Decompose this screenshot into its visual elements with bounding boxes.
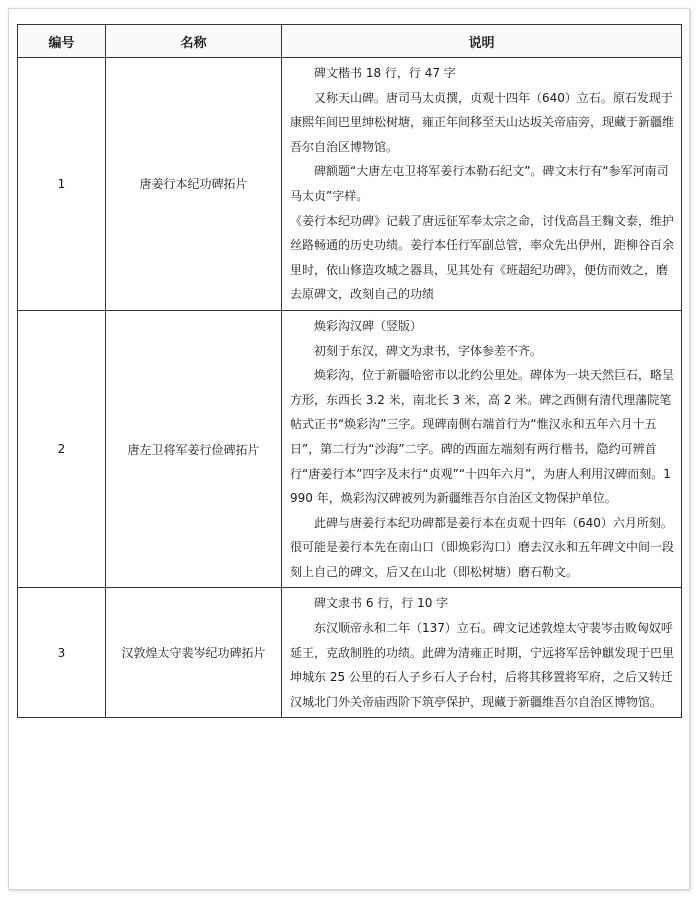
description-paragraph: 又称天山碑。唐司马太贞撰，贞观十四年（640）立石。原石发现于康熙年间巴里绅松树塘，雍正年间移至天山达坂关帝庙旁，现藏于新疆维吾尔自治区博物馆。 xyxy=(290,90,675,154)
table-row xyxy=(18,58,682,311)
description-paragraph: 焕彩沟，位于新疆哈密市以北约公里处。碑体为一块天然巨石，略呈方形，东西长 3.2 米，南北长 3 米，高 2 米。碑之西侧有清代理藩院笔帖式正书“焕彩沟”三字。现碑南侧右端首行为“惟汉永和五年六月十五日”，第二行为“沙海”二字。碑的西面左端刻有两行楷书，隐约可辨首行“唐姜行本”四字及末行“贞观”“十四年六月”，为唐人利用汉碑而刻。1990 年，焕彩沟汉碑被列为新疆维吾尔自治区文物保护单位。 xyxy=(290,368,675,506)
table-body xyxy=(18,58,682,718)
row-description xyxy=(282,588,682,718)
table-row xyxy=(18,310,682,588)
description-paragraph: 初刻于东汉，碑文为隶书，字体参差不齐。 xyxy=(314,343,543,358)
row-description xyxy=(282,310,682,588)
document-page xyxy=(8,8,690,890)
row-id: 3 xyxy=(18,588,106,718)
table-header-row xyxy=(18,25,682,58)
description-paragraph: 碑文隶书 6 行，行 10 字 xyxy=(314,596,449,611)
table-row xyxy=(18,588,682,718)
row-name: 汉敦煌太守裴岑纪功碑拓片 xyxy=(106,588,282,718)
description-paragraph: 此碑与唐姜行本纪功碑都是姜行本在贞观十四年（640）六月所刻。很可能是姜行本先在南山口（即焕彩沟口）磨去汉永和五年碑文中间一段刻上自己的碑文，后又在山北（即松树塘）磨石勒文。 xyxy=(290,515,675,579)
description-paragraph: 东汉顺帝永和二年（137）立石。碑文记述敦煌太守裴岑击败匈奴呼延王，克敌制胜的功绩。此碑为清雍正时期，宁远将军岳钟麒发现于巴里坤城东 25 公里的石人子乡石人子台村，后将其移置将军府，之后又转迁汉城北门外关帝庙西阶下筑亭保护，现藏于新疆维吾尔自治区博物馆。 xyxy=(290,621,675,709)
description-paragraph: 《姜行本纪功碑》记载了唐远征军奉太宗之命，讨伐高昌王麴文泰，维护丝路畅通的历史功绩。姜行本任行军副总管，率众先出伊州，距柳谷百余里时，依山修造攻城之器具，见其处有《班超纪功碑》，便仿而效之，磨去原碑文，改刻自己的功绩 xyxy=(290,213,675,302)
row-name: 唐左卫将军姜行俭碑拓片 xyxy=(106,310,282,588)
row-id: 1 xyxy=(18,58,106,311)
row-name: 唐姜行本纪功碑拓片 xyxy=(106,58,282,311)
artifact-table xyxy=(17,24,682,718)
description-paragraph: 碑额题“大唐左屯卫将军姜行本勒石纪文”。碑文末行有“参军河南司马太贞”字样。 xyxy=(290,164,669,203)
header-description: 说明 xyxy=(282,25,682,58)
row-id: 2 xyxy=(18,310,106,588)
row-description xyxy=(282,58,682,311)
header-id: 编号 xyxy=(18,25,106,58)
description-paragraph: 碑文楷书 18 行，行 47 字 xyxy=(314,66,456,80)
description-paragraph: 焕彩沟汉碑（竖版） xyxy=(314,318,423,333)
header-name: 名称 xyxy=(106,25,282,58)
